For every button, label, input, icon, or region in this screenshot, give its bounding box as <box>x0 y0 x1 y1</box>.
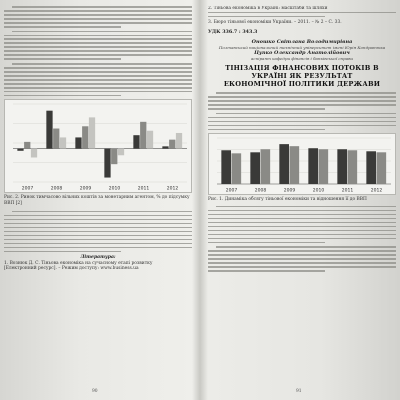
left-literature-heading: Література: <box>80 255 116 261</box>
affiliation-2: аспірант кафедри фінансів і банківської справи <box>251 56 353 62</box>
article-title-line-2: ЕКОНОМІЧНОЇ ПОЛІТИКИ ДЕРЖАВИ <box>223 80 381 89</box>
x-tick-label: 2010 <box>108 186 121 192</box>
bar <box>53 129 59 149</box>
right-text-block-4 <box>208 246 396 272</box>
article-title-line-1: ТІНІЗАЦІЯ ФІНАНСОВИХ ПОТОКІВ В УКРАЇНІ ЯК РЕЗУЛЬТАТ <box>225 64 379 81</box>
bar <box>308 148 318 184</box>
bar <box>82 127 88 149</box>
left-text-block-3 <box>4 63 192 96</box>
bar <box>261 149 271 184</box>
bar <box>147 131 153 149</box>
right-bar-chart <box>208 133 396 195</box>
bar <box>366 152 376 185</box>
x-tick-label: 2011 <box>137 186 150 192</box>
bar <box>140 122 146 149</box>
bar <box>232 154 242 185</box>
left-text-block-1 <box>4 6 192 28</box>
bar <box>221 150 231 184</box>
left-literature-item-1: 1. Вознюк Д. С. Тіньова економіка на сучасному етапі розвитку <box>4 260 153 266</box>
x-tick-label: 2008 <box>254 188 267 194</box>
bar <box>31 149 37 158</box>
bar <box>133 136 139 149</box>
bar <box>46 111 52 149</box>
bar <box>377 153 387 185</box>
bar <box>337 149 347 184</box>
left-figure-caption: Рис. 2. Ринок тимчасово вільних коштів за монетарним агентом, % до підсумку ВВП [2] <box>4 195 190 207</box>
bar <box>250 153 260 185</box>
right-text-block-2 <box>208 113 396 131</box>
x-tick-label: 2011 <box>341 188 354 194</box>
bar <box>89 118 95 149</box>
bar <box>17 149 23 151</box>
bar <box>319 149 329 184</box>
bar <box>162 147 168 149</box>
x-tick-label: 2009 <box>283 188 296 194</box>
right-text-block-1 <box>208 92 396 110</box>
x-tick-label: 2012 <box>166 186 179 192</box>
x-tick-label: 2008 <box>50 186 63 192</box>
affiliation-1: Полтавський національний технічний університет імені Юрія Кондратюка <box>218 45 386 51</box>
bar <box>348 150 358 184</box>
bar <box>118 149 124 156</box>
author-2: Цупко Олександр Анатолійович <box>254 50 350 57</box>
bar <box>60 138 66 149</box>
udc-code: УДК 336.7 : 343.3 <box>208 29 258 36</box>
right-text-block-3 <box>208 206 396 243</box>
bar <box>75 138 81 149</box>
left-literature-item-2: [Електронний ресурс]. – Режим доступу: www.business.ua <box>4 266 139 272</box>
bar <box>279 144 289 184</box>
bar <box>176 133 182 149</box>
bar <box>169 140 175 149</box>
x-tick-label: 2009 <box>79 186 92 192</box>
left-bar-chart <box>4 99 192 193</box>
bar <box>104 149 110 178</box>
article-header <box>208 39 396 88</box>
x-tick-label: 2012 <box>370 188 383 194</box>
left-page <box>4 6 192 394</box>
bar <box>111 149 117 165</box>
left-text-block-4 <box>4 211 192 252</box>
author-1: Оношко Світлана Володимирівна <box>251 39 353 46</box>
right-ref-top-1: 2. Тіньова економіка в Україні: масштаби та шляхи <box>208 6 328 11</box>
x-tick-label: 2007 <box>21 186 34 192</box>
right-figure-caption: Рис. 1. Динаміка обсягу тіньової економіки та відношення її до ВВП <box>208 197 367 203</box>
x-tick-label: 2010 <box>312 188 325 194</box>
bar <box>290 146 300 184</box>
left-page-number: 90 <box>92 389 98 394</box>
bar <box>24 142 30 149</box>
right-page <box>208 6 396 394</box>
left-text-block-2 <box>4 31 192 60</box>
right-page-number: 91 <box>296 389 302 394</box>
right-ref-top-2: 3. Бюро тіньової економіки України. – 2011. – № 2 – С. 33. <box>208 19 342 25</box>
x-tick-label: 2007 <box>225 188 238 194</box>
